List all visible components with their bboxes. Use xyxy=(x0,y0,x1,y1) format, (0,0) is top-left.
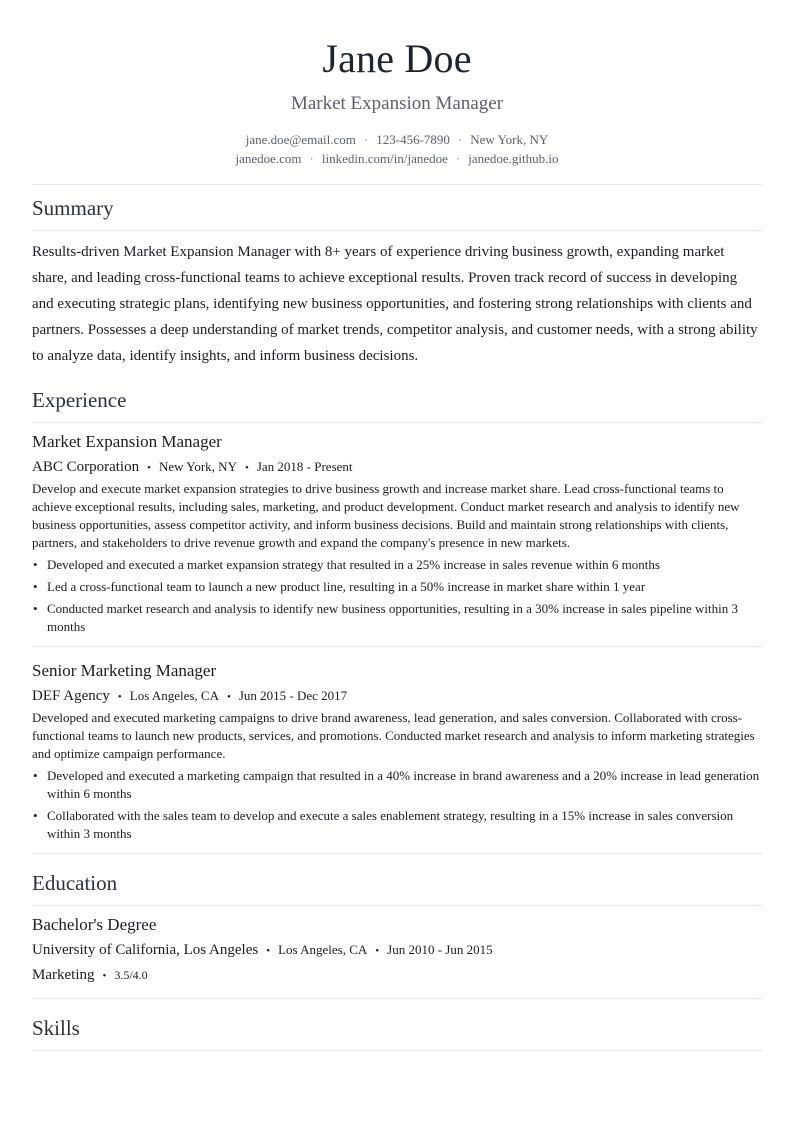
job-dates: Jan 2018 - Present xyxy=(256,459,353,474)
contact-separator: · xyxy=(457,132,463,147)
company-name: ABC Corporation xyxy=(32,459,140,475)
contact-line-1 xyxy=(32,130,762,149)
contact-info xyxy=(32,130,762,168)
job-description: Develop and execute market expansion strategies to drive business growth and increase market share. Lead cross-functional teams to achieve exceptional results, including sales, marketing, and product development. Conduct market research and analysis to identify new business opportunities, assess competitor activity, and inform business decisions. Build and maintain strong relationships with clients, partners, and stakeholders to drive revenue growth and expand the company's presence in new markets. xyxy=(32,481,740,550)
resume-header xyxy=(32,36,762,168)
email-link[interactable]: jane.doe@email.com xyxy=(245,132,356,147)
experience-heading: Experience xyxy=(32,388,127,412)
resume-page xyxy=(32,0,762,1051)
location-text: New York, NY xyxy=(470,132,549,147)
major-name: Marketing xyxy=(32,967,95,983)
major-meta xyxy=(32,965,762,986)
job-description: Developed and executed marketing campaigns to drive brand awareness, lead generation, and sales conversion. Collaborated with cross-functional teams to launch new products, services, and promotions. Conducted market research and analysis to inform marketing strategies and optimize campaign performance. xyxy=(32,710,755,761)
school-location: Los Angeles, CA xyxy=(278,942,368,957)
job-meta xyxy=(32,686,762,707)
job-entry xyxy=(32,647,762,843)
achievement-item: • Developed and executed a marketing campaign that resulted in a 40% increase in brand awareness and a 20% increase in lead generation within 6 months xyxy=(32,767,762,803)
job-location: New York, NY xyxy=(158,459,237,474)
divider xyxy=(32,230,762,231)
phone-number[interactable]: 123-456-7890 xyxy=(376,132,450,147)
candidate-name: Jane Doe xyxy=(322,36,472,81)
meta-separator: • xyxy=(226,691,231,703)
achievement-item: • Conducted market research and analysis to identify new business opportunities, resulting in a 30% increase in sales pipeline within 3 months xyxy=(32,600,762,636)
contact-separator: · xyxy=(455,151,461,166)
company-name: DEF Agency xyxy=(32,688,110,704)
meta-separator: • xyxy=(375,945,380,957)
website-link[interactable]: janedoe.com xyxy=(235,151,302,166)
contact-line-2 xyxy=(32,149,762,168)
degree-title: Bachelor's Degree xyxy=(32,915,157,934)
achievement-item: • Led a cross-functional team to launch a new product line, resulting in a 50% increase in market share within 1 year xyxy=(32,578,762,596)
contact-separator: · xyxy=(363,132,369,147)
education-dates: Jun 2010 - Jun 2015 xyxy=(387,942,493,957)
meta-separator: • xyxy=(266,945,271,957)
meta-separator: • xyxy=(102,970,107,982)
meta-separator: • xyxy=(244,462,249,474)
job-location: Los Angeles, CA xyxy=(129,688,219,703)
meta-separator: • xyxy=(117,691,122,703)
candidate-role: Market Expansion Manager xyxy=(290,93,504,114)
summary-heading: Summary xyxy=(32,196,114,220)
education-heading: Education xyxy=(32,871,118,895)
job-entry xyxy=(32,423,762,636)
job-meta xyxy=(32,457,762,478)
summary-text: Results-driven Market Expansion Manager with 8+ years of experience driving business growth, expanding market share, and leading cross-functional teams to achieve exceptional results. Proven track record of success in developing and executing strategic plans, identifying new business opportunities, and fostering strong relationships with clients and partners. Possesses a deep understanding of market trends, competitor analysis, and customer needs, with a strong ability to analyze data, identify insights, and inform business decisions. xyxy=(32,244,758,364)
github-link[interactable]: janedoe.github.io xyxy=(468,151,559,166)
achievement-item: • Developed and executed a market expansion strategy that resulted in a 25% increase in sales revenue within 6 months xyxy=(32,556,762,574)
meta-separator: • xyxy=(147,462,151,474)
contact-separator: · xyxy=(309,151,314,166)
skills-heading: Skills xyxy=(32,1016,80,1040)
linkedin-link[interactable]: linkedin.com/in/janedoe xyxy=(321,151,448,166)
achievement-list xyxy=(32,767,762,843)
job-dates: Jun 2015 - Dec 2017 xyxy=(238,688,348,703)
divider xyxy=(32,1050,762,1051)
education-entry xyxy=(32,906,762,986)
school-meta xyxy=(32,940,762,961)
job-title: Market Expansion Manager xyxy=(32,432,222,451)
job-title: Senior Marketing Manager xyxy=(32,661,217,680)
school-name: University of California, Los Angeles xyxy=(32,942,259,958)
achievement-list xyxy=(32,556,762,636)
gpa-value: 3.5/4.0 xyxy=(114,968,148,982)
achievement-item: • Collaborated with the sales team to develop and execute a sales enablement strategy, resulting in a 15% increase in sales conversion within 3 months xyxy=(32,807,762,843)
